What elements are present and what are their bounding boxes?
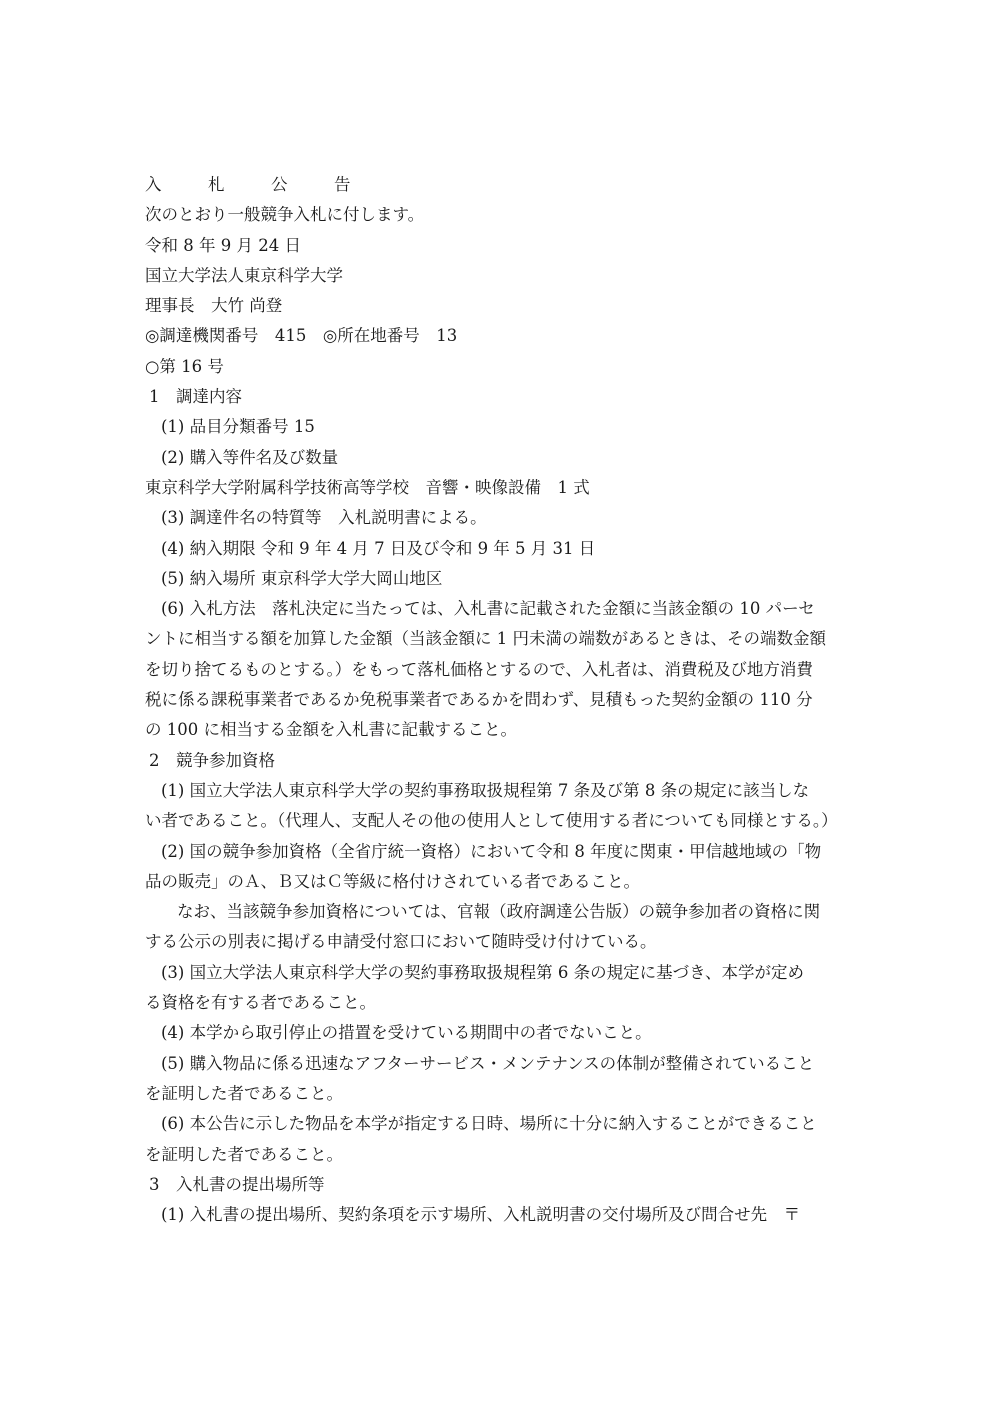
text-line: 1 調達内容 xyxy=(149,387,242,407)
text-line: を切り捨てるものとする。）をもって落札価格とするので、入札者は、消費税及び地方消費 xyxy=(145,659,813,679)
text-line: (2) 国の競争参加資格（全省庁統一資格）において令和 8 年度に関東・甲信越地域の「物 xyxy=(161,841,822,861)
text-line: (1) 国立大学法人東京科学大学の契約事務取扱規程第 7 条及び第 8 条の規定に該当しな xyxy=(161,780,810,800)
text-line: (6) 本公告に示した物品を本学が指定する日時、場所に十分に納入することができること xyxy=(161,1114,817,1134)
text-line: (1) 入札書の提出場所、契約条項を示す場所、入札説明書の交付場所及び問合せ先 〒 xyxy=(161,1205,801,1225)
text-line: る資格を有する者であること。 xyxy=(145,993,376,1013)
text-line: の 100 に相当する金額を入札書に記載すること。 xyxy=(145,720,517,740)
text-line: 3 入札書の提出場所等 xyxy=(149,1174,325,1194)
text-line: 2 競争参加資格 xyxy=(149,750,275,770)
text-line: 令和 8 年 9 月 24 日 xyxy=(145,235,301,255)
text-line: (5) 購入物品に係る迅速なアフターサービス・メンテナンスの体制が整備されていること xyxy=(161,1053,815,1073)
text-line: 東京科学大学附属科学技術高等学校 音響・映像設備 1 式 xyxy=(145,477,590,497)
text-line: 品の販売」のＡ、Ｂ又はＣ等級に格付けされている者であること。 xyxy=(145,871,640,891)
text-line: (3) 国立大学法人東京科学大学の契約事務取扱規程第 6 条の規定に基づき、本学が定め xyxy=(161,962,804,982)
text-line: 国立大学法人東京科学大学 xyxy=(145,265,343,285)
text-line: ○第 16 号 xyxy=(145,356,224,376)
text-line: (5) 納入場所 東京科学大学大岡山地区 xyxy=(161,568,443,588)
text-line: (1) 品目分類番号 15 xyxy=(161,417,315,437)
notice-title: 入 札 公 告 xyxy=(145,175,366,194)
text-line: い者であること。（代理人、支配人その他の使用人として使用する者についても同様とする。） xyxy=(145,811,838,831)
text-line: (3) 調達件名の特質等 入札説明書による。 xyxy=(161,508,487,528)
text-line: を証明した者であること。 xyxy=(145,1144,343,1164)
text-line: (6) 入札方法 落札決定に当たっては、入札書に記載された金額に当該金額の 10 パーセ xyxy=(161,599,815,619)
text-line: ◎調達機関番号 415 ◎所在地番号 13 xyxy=(145,326,458,346)
text-line: (4) 納入期限 令和 9 年 4 月 7 日及び令和 9 年 5 月 31 日 xyxy=(161,538,596,558)
notice-lines xyxy=(145,200,860,1230)
text-line: 次のとおり一般競争入札に付します。 xyxy=(145,205,425,225)
text-line: ントに相当する額を加算した金額（当該金額に 1 円未満の端数があるときは、その端数金額 xyxy=(145,629,826,649)
notice-body xyxy=(145,170,860,1230)
text-line: 税に係る課税事業者であるか免税事業者であるかを問わず、見積もった契約金額の 110 分 xyxy=(145,690,813,710)
text-line: する公示の別表に掲げる申請受付窓口において随時受け付けている。 xyxy=(145,932,657,952)
text-line: を証明した者であること。 xyxy=(145,1083,343,1103)
text-line: (2) 購入等件名及び数量 xyxy=(161,447,339,467)
text-line: (4) 本学から取引停止の措置を受けている期間中の者でないこと。 xyxy=(161,1023,652,1043)
text-line: なお、当該競争参加資格については、官報（政府調達公告版）の競争参加者の資格に関 xyxy=(177,902,821,922)
text-line: 理事長 大竹 尚登 xyxy=(145,296,283,316)
